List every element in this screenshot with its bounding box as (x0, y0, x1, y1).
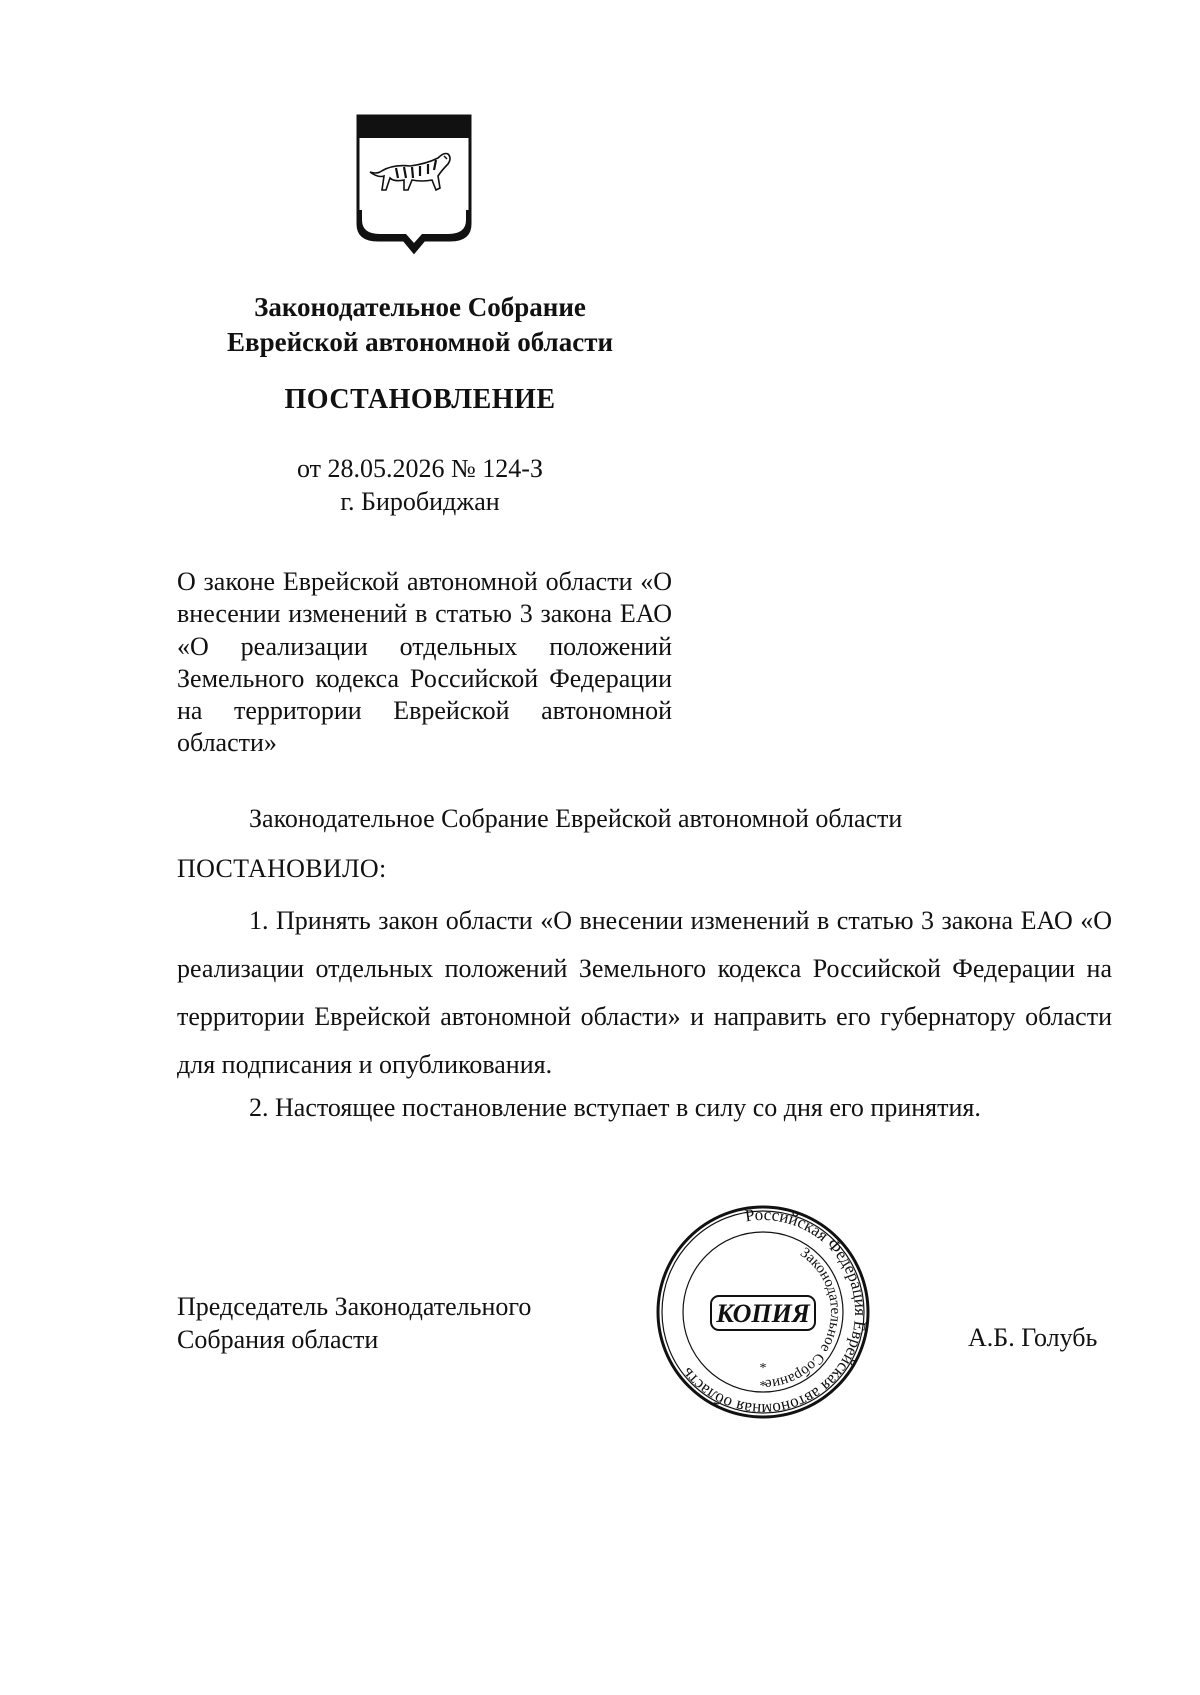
svg-text:*: * (759, 1379, 767, 1394)
document-number: от 28.05.2026 № 124-З (296, 454, 543, 483)
resolution-item-2: 2. Настоящее постановление вступает в силу со дня его принятия. (249, 1093, 981, 1122)
signatory-title (177, 1290, 531, 1356)
organization-line-1: Законодательное Собрание (254, 292, 586, 322)
coat-of-arms-emblem (352, 112, 476, 262)
document-subject: О законе Еврейской автономной области «О внесении изменений в статью 3 закона ЕАО «О реализации отдельных положений Земельного кодекса Российской Федерации на территории Еврейской автономной области» (177, 567, 672, 758)
stamp-outer-text: Российская Федерация Еврейская автономная область (677, 1204, 871, 1420)
signatory-name: А.Б. Голубь (968, 1323, 1098, 1352)
svg-text:*: * (759, 1361, 767, 1376)
preamble-text: Законодательное Собрание Еврейской автономной области (249, 804, 903, 833)
official-stamp (655, 1204, 871, 1420)
signatory-title-line-2: Собрания области (177, 1325, 379, 1354)
resolved-heading: ПОСТАНОВИЛО: (177, 854, 387, 883)
document-city: г. Биробиджан (340, 487, 500, 516)
organization-line-2: Еврейской автономной области (226, 327, 614, 357)
stamp-inner-text: Законодательное Собрание (764, 1244, 844, 1393)
organization-title (160, 290, 680, 360)
stamp-center-label: КОПИЯ (716, 1299, 810, 1328)
document-type: ПОСТАНОВЛЕНИЕ (284, 384, 556, 415)
signatory-title-line-1: Председатель Законодательного (177, 1292, 532, 1321)
resolution-item-1: 1. Принять закон области «О внесении изменений в статью 3 закона ЕАО «О реализации отдельных положений Земельного кодекса Российской Федерации на территории Еврейской автономной области» и направить его губернатору области для подписания и опубликования. (177, 906, 1112, 1079)
